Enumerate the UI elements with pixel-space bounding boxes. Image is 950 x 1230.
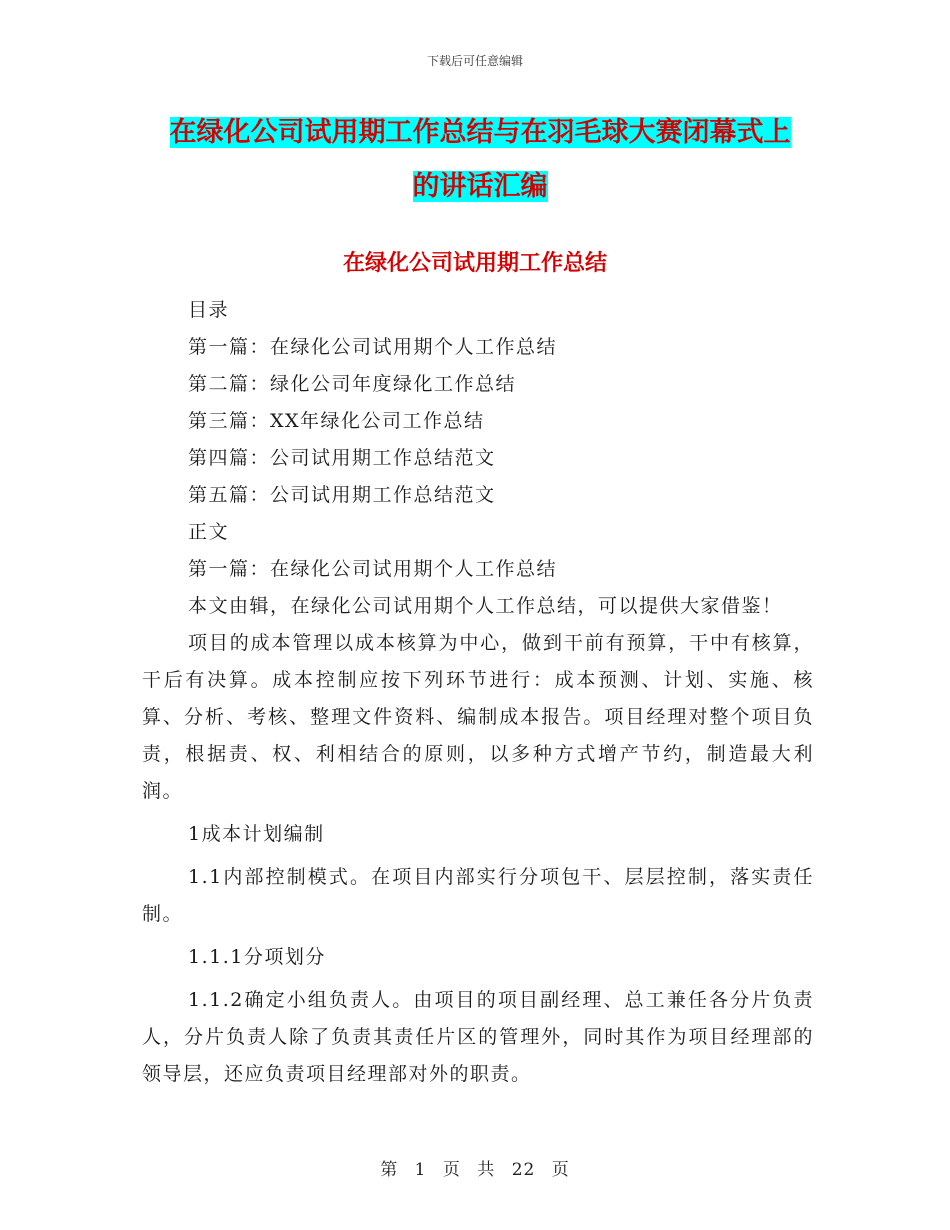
toc-item: 第二篇：绿化公司年度绿化工作总结 <box>188 373 517 395</box>
toc-item: 第一篇：在绿化公司试用期个人工作总结 <box>188 336 558 358</box>
toc-item: 第四篇：公司试用期工作总结范文 <box>188 447 496 469</box>
toc-heading: 目录 <box>188 299 230 321</box>
document-title-line-1: 在绿化公司试用期工作总结与在羽毛球大赛闭幕式上 <box>169 117 791 148</box>
footer-suffix: 页 <box>551 1160 570 1180</box>
document-body <box>142 292 814 1093</box>
toc-item: 第三篇：XX年绿化公司工作总结 <box>188 410 485 432</box>
paragraph-1-1-2: 1.1.2确定小组负责人。由项目的项目副经理、总工兼任各分片负责人，分片负责人除了负责其责任片区的管理外，同时其作为项目经理部的领导层，还应负责项目经理部对外的职责。 <box>142 989 814 1085</box>
footer-total-pages: 22 <box>511 1160 536 1180</box>
section-title: 在绿化公司试用期工作总结 <box>342 251 607 276</box>
page-footer <box>0 1155 950 1180</box>
paragraph-intro: 本文由辑，在绿化公司试用期个人工作总结，可以提供大家借鉴！ <box>188 595 783 617</box>
footer-total-label: 共 <box>477 1160 496 1180</box>
toc-item: 第五篇：公司试用期工作总结范文 <box>188 484 496 506</box>
paragraph-1-1-1: 1.1.1分项划分 <box>188 946 326 968</box>
paragraph-heading-1: 1成本计划编制 <box>188 823 325 845</box>
page-header-note: 下载后可任意编辑 <box>426 54 523 68</box>
footer-prefix: 第 <box>380 1160 399 1180</box>
document-title <box>150 106 810 214</box>
chapter-title: 第一篇：在绿化公司试用期个人工作总结 <box>188 558 558 580</box>
footer-page-number: 1 <box>414 1160 427 1180</box>
paragraph-cost-management: 项目的成本管理以成本核算为中心，做到干前有预算，干中有核算，干后有决算。成本控制应按下列环节进行：成本预测、计划、实施、核算、分析、考核、整理文件资料、编制成本报告。项目经理对整个项目负责，根据责、权、利相结合的原则，以多种方式增产节约，制造最大利润。 <box>142 632 814 802</box>
paragraph-1-1: 1.1内部控制模式。在项目内部实行分项包干、层层控制，落实责任制。 <box>142 866 814 925</box>
document-title-line-2: 的讲话汇编 <box>412 171 548 202</box>
body-heading: 正文 <box>188 521 230 543</box>
footer-page-label: 页 <box>442 1160 461 1180</box>
